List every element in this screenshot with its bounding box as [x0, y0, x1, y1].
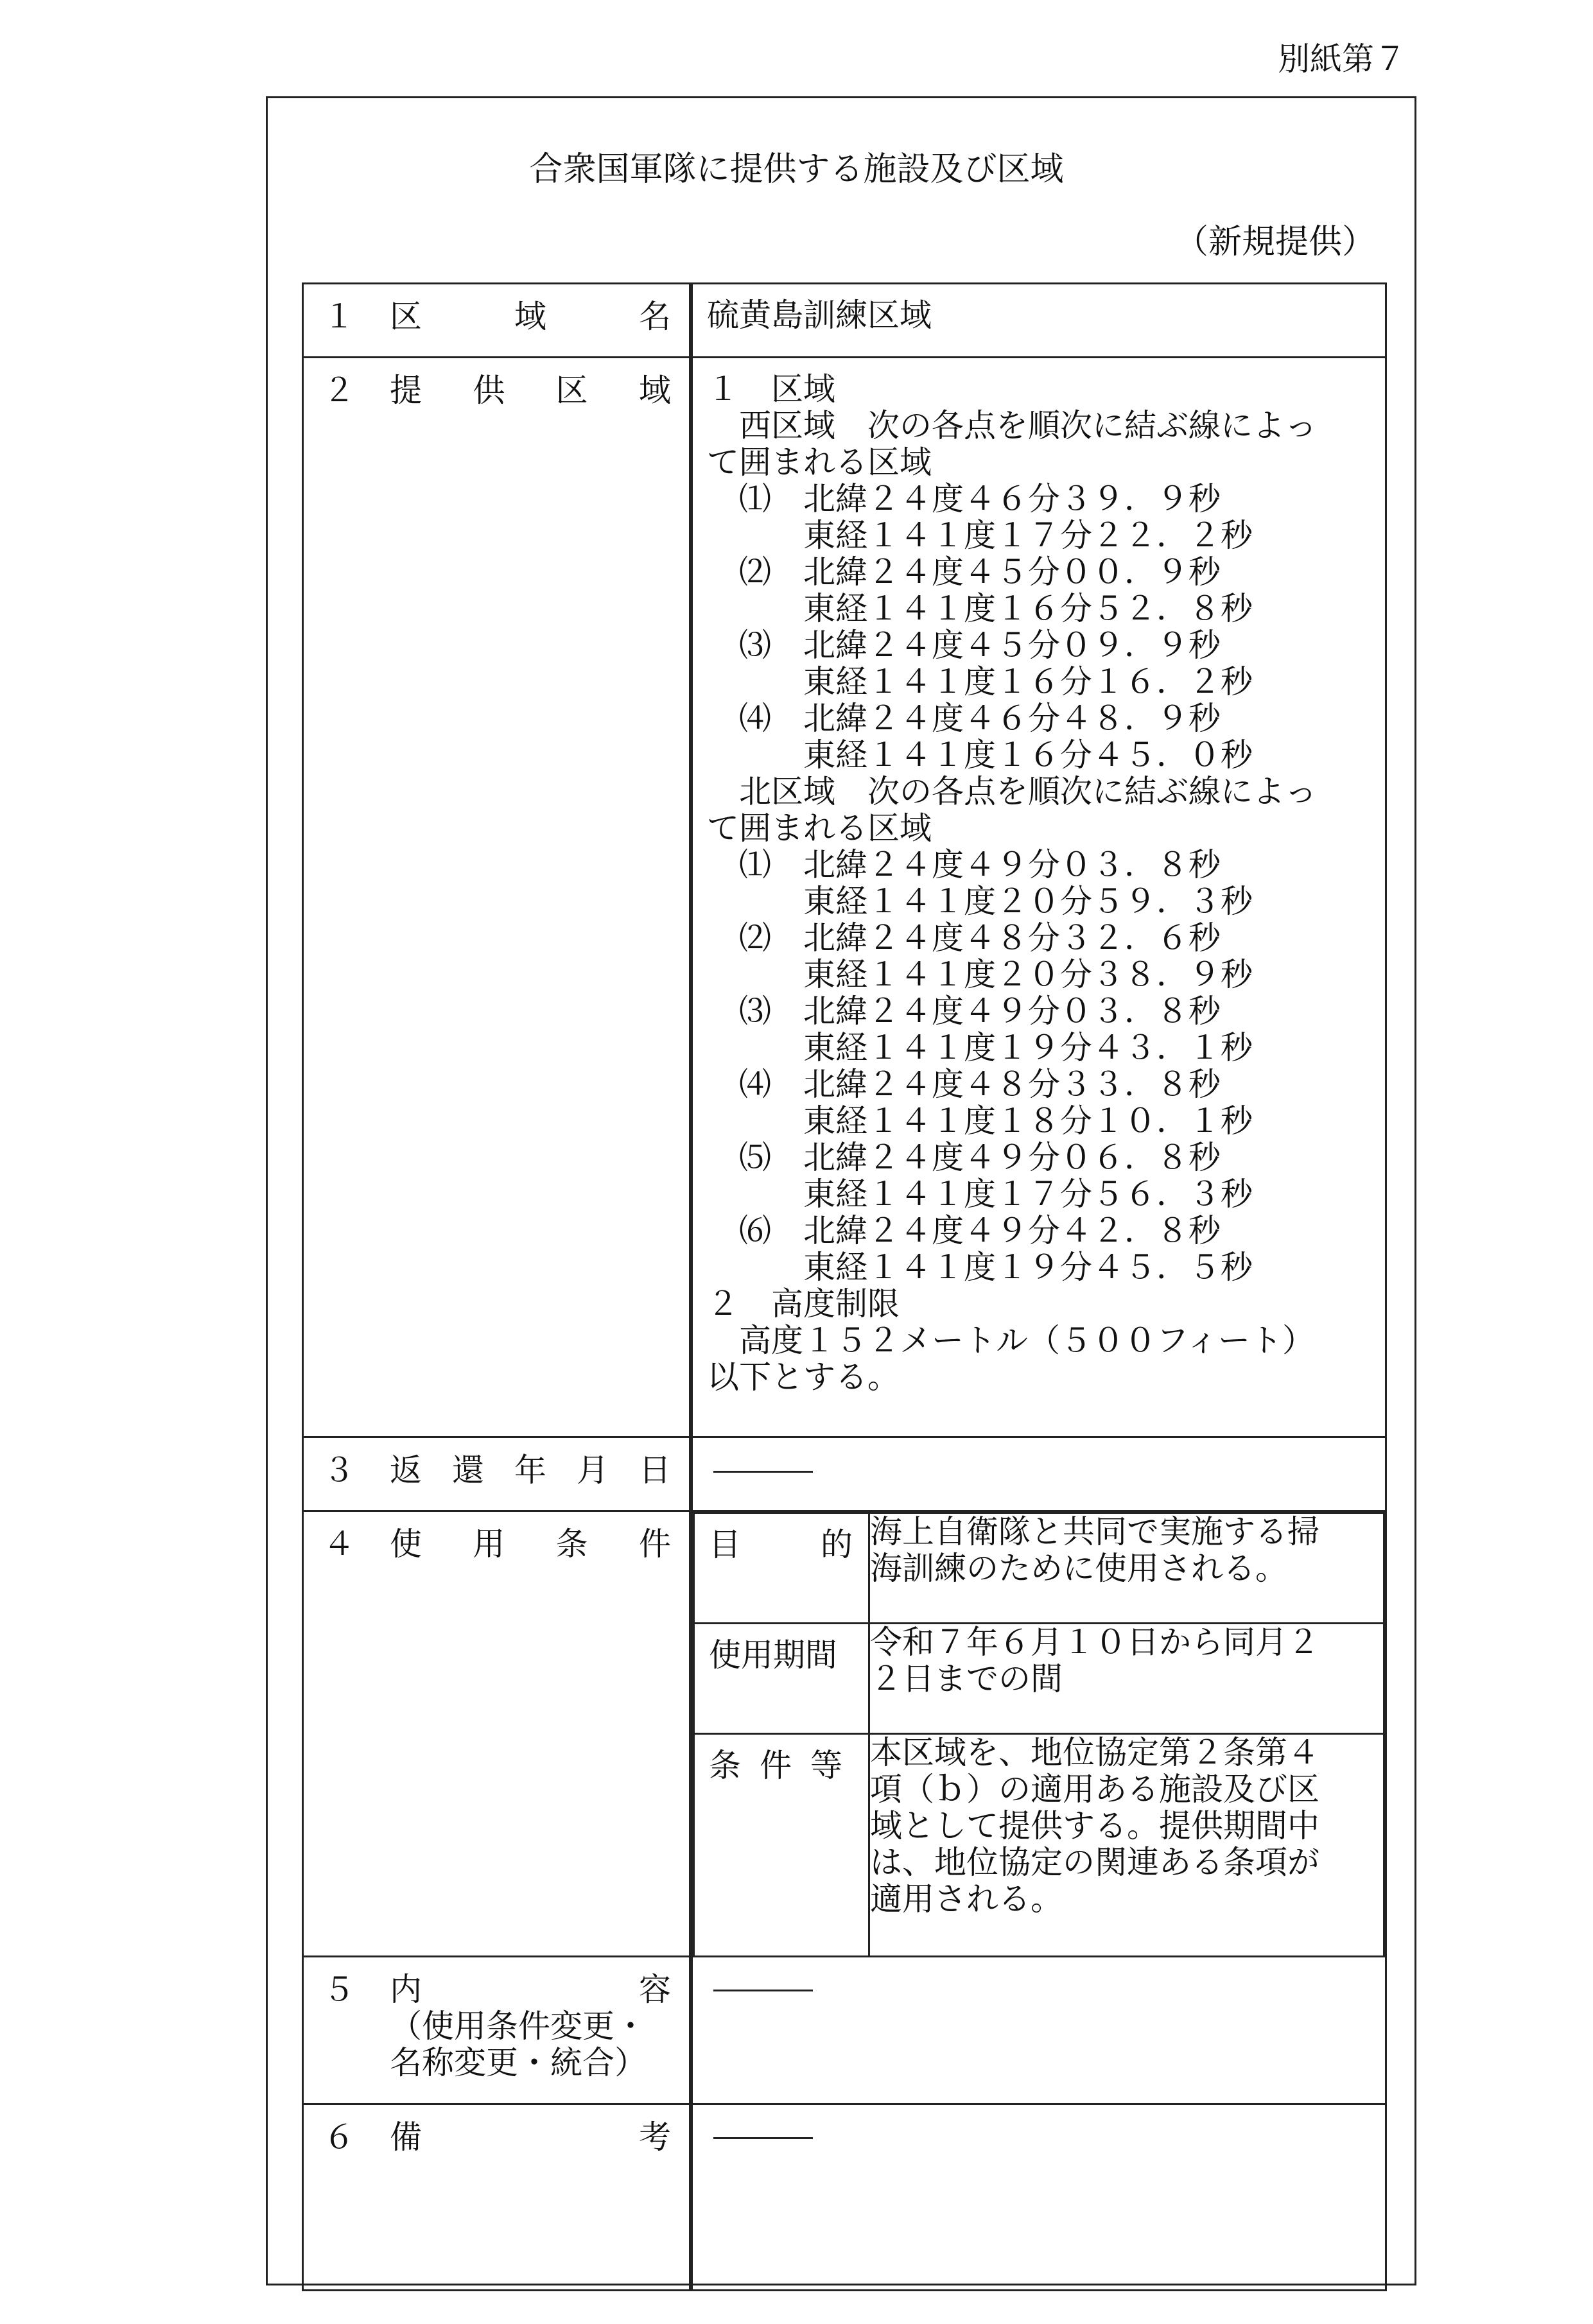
area-text-line: 東経１４１度１６分１６．２秒 — [707, 663, 1253, 700]
label-char: 件 — [760, 1747, 792, 1784]
dash-line — [713, 2137, 813, 2139]
label-char: 域 — [638, 372, 671, 409]
label-char: 区 — [555, 372, 588, 409]
area-text-line: 東経１４１度１６分４５．０秒 — [707, 736, 1253, 774]
value-return-date — [691, 1437, 1386, 1511]
label-char: 条 — [709, 1747, 741, 1784]
area-text-line: ⑷ 北緯２４度４６分４８．９秒 — [707, 700, 1221, 737]
facility-table — [302, 282, 1387, 2291]
row-number: ５ — [323, 1970, 355, 2008]
label-usage-conditions — [303, 1511, 692, 1957]
label-char: 提 — [390, 372, 422, 409]
label-char: 還 — [452, 1452, 484, 1489]
row-usage-conditions — [303, 1511, 1386, 1957]
label-char: 区 — [390, 298, 422, 335]
sub-row-terms — [694, 1734, 1384, 1955]
row-number: ３ — [323, 1452, 355, 1489]
label-remarks — [303, 2104, 692, 2290]
label-note-line: 名称変更・統合） — [390, 2043, 647, 2081]
area-text-line: 東経１４１度２０分５９．３秒 — [707, 883, 1253, 920]
label-char: 名 — [639, 298, 671, 335]
text-line: ２日までの間 — [870, 1660, 1063, 1697]
area-text-line: 以下とする。 — [707, 1358, 900, 1396]
label-char: 件 — [638, 1525, 671, 1563]
row-number: ４ — [323, 1525, 355, 1563]
label-char: 的 — [821, 1526, 853, 1563]
area-text-line: ⑷ 北緯２４度４８分３３．８秒 — [707, 1066, 1221, 1103]
area-text-line: 東経１４１度１７分２２．２秒 — [707, 517, 1253, 554]
area-text-line: 東経１４１度１６分５２．８秒 — [707, 590, 1253, 627]
area-text-line: ⑸ 北緯２４度４９分０６．８秒 — [707, 1139, 1221, 1176]
label-char: 日 — [639, 1452, 671, 1489]
label-area-name — [303, 284, 692, 358]
area-text-line: 東経１４１度１９分４５．５秒 — [707, 1249, 1253, 1286]
document-subtitle: （新規提供） — [1175, 223, 1376, 261]
row-area-name — [303, 284, 1386, 358]
text-line: 本区域を、地位協定第２条第４ — [870, 1734, 1319, 1771]
label-contents — [303, 1956, 692, 2104]
label-return-date — [303, 1437, 692, 1511]
area-text-line: １ 区域 — [707, 370, 835, 408]
annex-number: 別紙第７ — [1278, 40, 1406, 78]
area-text-line: ２ 高度制限 — [707, 1285, 900, 1322]
area-text-line: 西区域 次の各点を順次に結ぶ線によっ — [707, 407, 1317, 444]
area-text-line: て囲まれる区域 — [707, 810, 932, 847]
label-char: 返 — [390, 1452, 422, 1489]
area-text-line: ⑶ 北緯２４度４５分０９．９秒 — [707, 627, 1221, 664]
value-area-name — [691, 284, 1386, 358]
area-text-line: ⑵ 北緯２４度４８分３２．６秒 — [707, 919, 1221, 957]
area-text-line: ⑵ 北緯２４度４５分００．９秒 — [707, 553, 1221, 591]
area-text-line: ⑹ 北緯２４度４９分４２．８秒 — [707, 1212, 1221, 1249]
label-provided-area — [303, 358, 692, 1437]
area-text-line: 北区域 次の各点を順次に結ぶ線によっ — [707, 773, 1317, 810]
row-remarks — [303, 2104, 1386, 2290]
row-number: ６ — [323, 2118, 355, 2156]
area-name-text: 硫黄島訓練区域 — [707, 297, 932, 334]
text-line: 域として提供する。提供期間中 — [870, 1807, 1319, 1844]
sub-key-terms — [694, 1734, 869, 1955]
area-text-line: 東経１４１度１８分１０．１秒 — [707, 1102, 1253, 1140]
text-line: は、地位協定の関連ある条項が — [870, 1844, 1319, 1881]
label-char: 等 — [810, 1747, 842, 1784]
area-description — [707, 371, 1370, 1396]
area-text-line: 東経１４１度１９分４３．１秒 — [707, 1029, 1253, 1066]
value-usage-conditions — [691, 1511, 1386, 1957]
row-provided-area — [303, 358, 1386, 1437]
text-line: 令和７年６月１０日から同月２ — [870, 1624, 1319, 1661]
sub-value-period — [869, 1624, 1384, 1734]
sub-value-purpose — [869, 1513, 1384, 1624]
dash-line — [713, 1471, 813, 1473]
label-char: 条 — [555, 1525, 588, 1563]
label-char: 備 — [390, 2118, 422, 2156]
label-char: 月 — [577, 1452, 609, 1489]
label-char: 容 — [639, 1970, 671, 2008]
row-number: １ — [323, 298, 355, 335]
label-char: 使 — [390, 1525, 422, 1563]
label-char: 域 — [514, 298, 546, 335]
label-text: 使用期間 — [709, 1636, 837, 1674]
value-remarks — [691, 2104, 1386, 2290]
dash-line — [713, 1990, 813, 1991]
usage-subtable — [693, 1512, 1385, 1955]
value-contents — [691, 1956, 1386, 2104]
document-title: 合衆国軍隊に提供する施設及び区域 — [529, 150, 1064, 189]
area-text-line: 東経１４１度１７分５６．３秒 — [707, 1175, 1253, 1213]
text-line: 項（ｂ）の適用ある施設及び区 — [870, 1771, 1319, 1808]
row-number: ２ — [323, 372, 355, 409]
label-char: 用 — [473, 1525, 505, 1563]
text-line: 海上自衛隊と共同で実施する掃 — [870, 1513, 1319, 1550]
area-text-line: ⑴ 北緯２４度４６分３９．９秒 — [707, 480, 1221, 517]
sub-key-period — [694, 1624, 869, 1734]
label-char: 年 — [514, 1452, 546, 1489]
sub-row-purpose — [694, 1513, 1384, 1624]
text-line: 適用される。 — [870, 1880, 1063, 1918]
label-char: 供 — [473, 372, 505, 409]
sub-key-purpose — [694, 1513, 869, 1624]
row-return-date — [303, 1437, 1386, 1511]
area-text-line: ⑶ 北緯２４度４９分０３．８秒 — [707, 993, 1221, 1030]
area-text-line: 高度１５２メートル（５００フィート） — [707, 1322, 1314, 1359]
label-char: 内 — [390, 1970, 422, 2008]
area-text-line: て囲まれる区域 — [707, 444, 932, 481]
label-char: 目 — [709, 1526, 741, 1563]
area-text-line: ⑴ 北緯２４度４９分０３．８秒 — [707, 846, 1221, 883]
label-char: 考 — [639, 2118, 671, 2156]
label-note-line: （使用条件変更・ — [390, 2007, 647, 2045]
row-contents — [303, 1956, 1386, 2104]
sub-row-period — [694, 1624, 1384, 1734]
area-text-line: 東経１４１度２０分３８．９秒 — [707, 956, 1253, 993]
sub-value-terms — [869, 1734, 1384, 1955]
text-line: 海訓練のために使用される。 — [870, 1550, 1287, 1587]
value-provided-area — [691, 358, 1386, 1437]
